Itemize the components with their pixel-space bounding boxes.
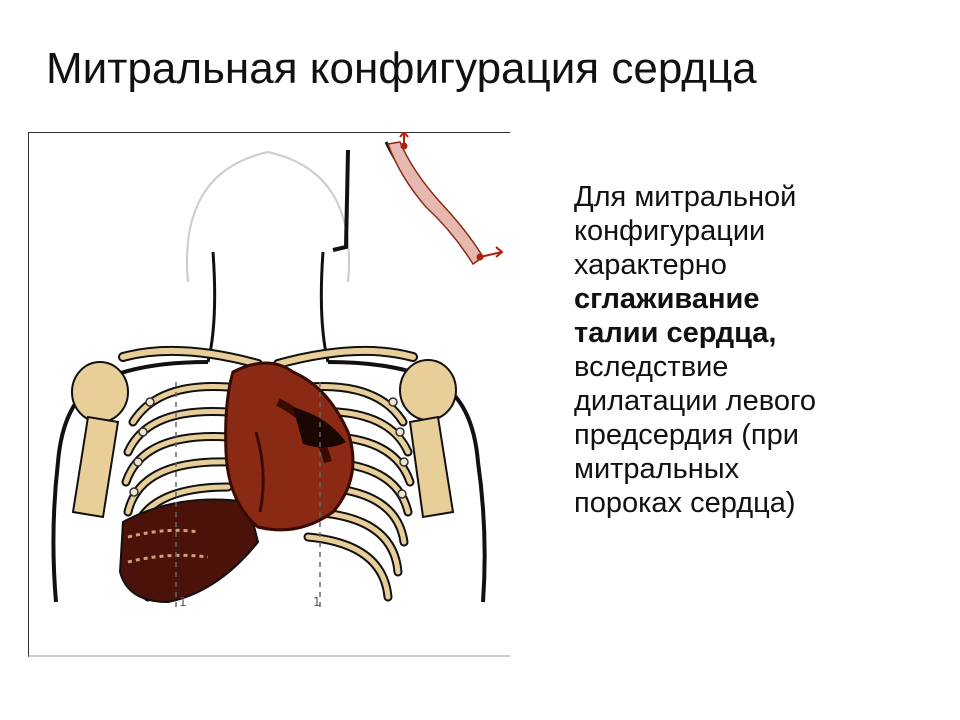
slide-title: Митральная конфигурация сердца	[46, 44, 757, 93]
description-line: пороках сердца)	[574, 487, 796, 519]
annotation-1-left: 1	[179, 595, 187, 609]
description-line: конфигурации	[574, 215, 766, 247]
description-line: предсердия (при	[574, 419, 799, 451]
description-line: митральных	[574, 453, 740, 485]
description-line: вследствие	[574, 351, 729, 383]
description-line-emphasis: сглаживание	[574, 283, 760, 315]
annotation-1-right: 1	[313, 595, 321, 609]
chest-illustration	[28, 132, 510, 657]
description-line: дилатации левого	[574, 385, 817, 417]
description-line: Для митральной	[574, 181, 797, 213]
description-text	[574, 180, 934, 520]
description-line: характерно	[574, 249, 727, 281]
description-line-emphasis: талии сердца,	[574, 317, 777, 349]
